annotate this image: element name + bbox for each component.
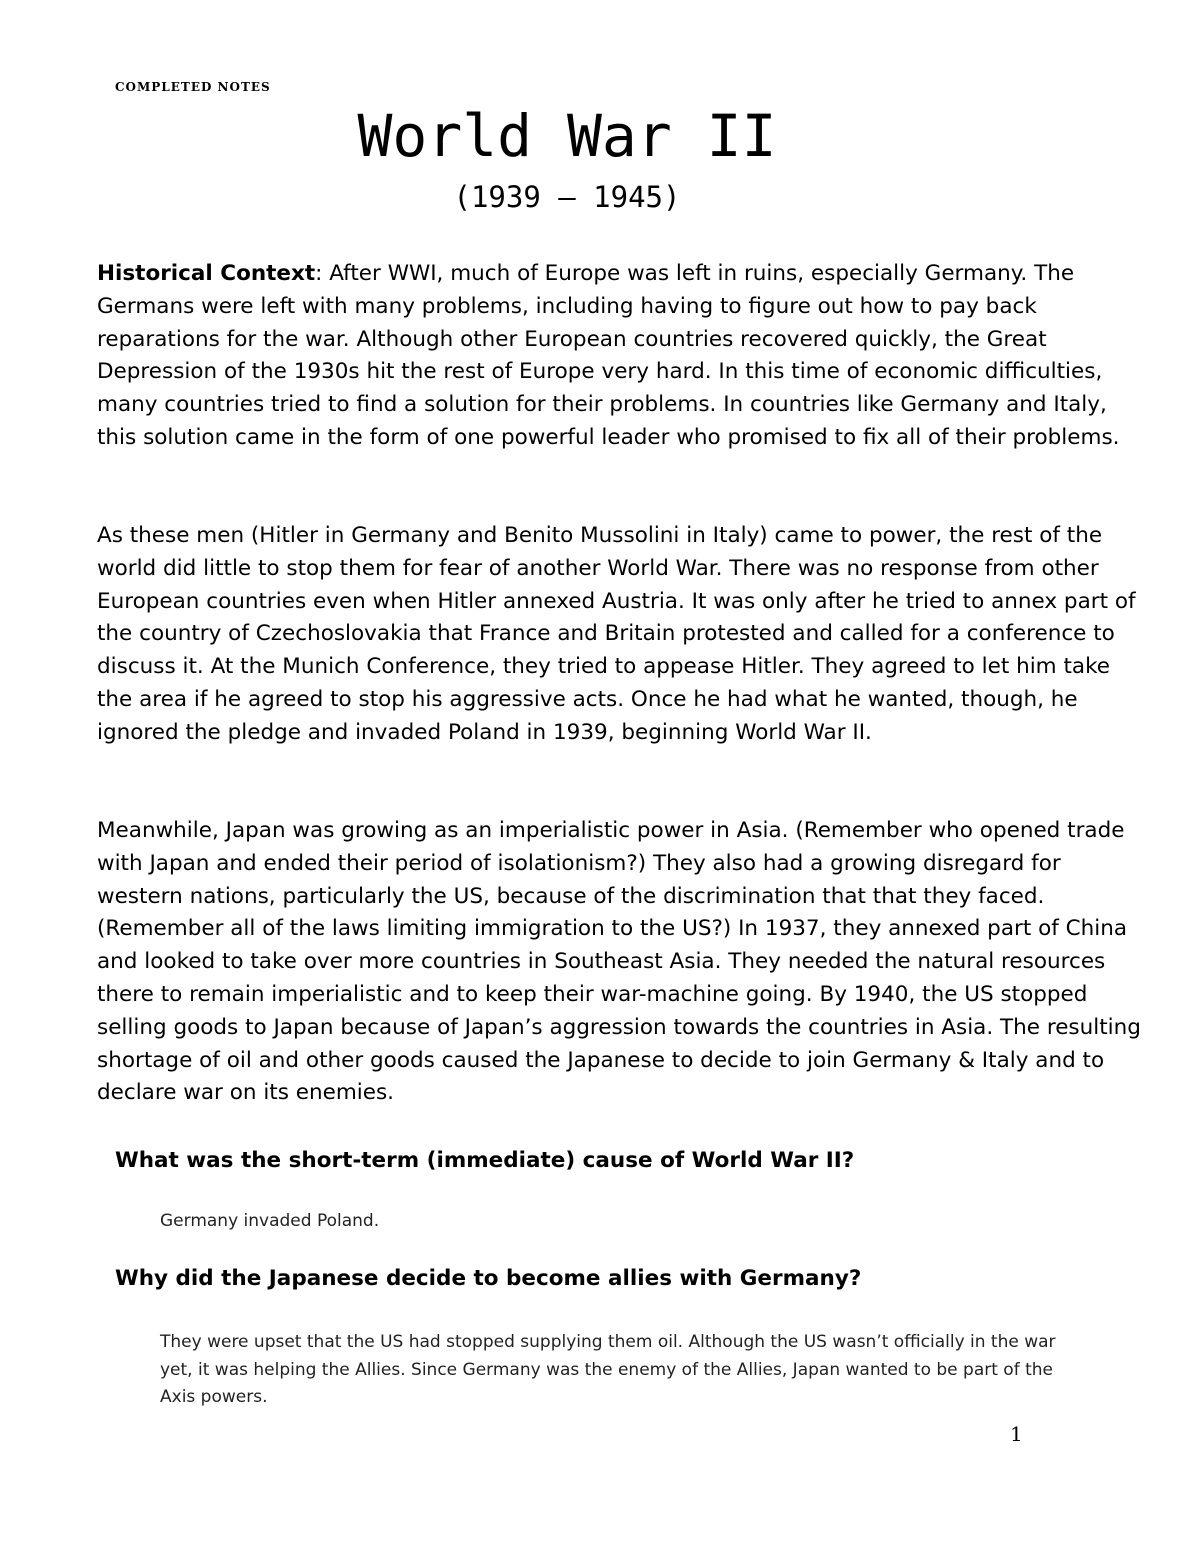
page-number: 1 <box>1010 1422 1023 1446</box>
answer-japan-allies: They were upset that the US had stopped supplying them oil. Although the US wasn’t officially in the war yet, it was helping the Allies. Since Germany was the enemy of the Allies, Japan wanted to be part of the Axis powers. <box>160 1332 1056 1407</box>
question-japan-allies: Why did the Japanese decide to become allies with Germany? <box>115 1266 862 1291</box>
historical-context-paragraph <box>97 258 1147 455</box>
japan-imperialism-paragraph: Meanwhile, Japan was growing as an imperialistic power in Asia. (Remember who opened trade with Japan and ended their period of isolationism?) They also had a growing disregard for western nations, particularly the US, because of the discrimination that that they faced. (Remember all of the laws limiting immigration to the US?) In 1937, they annexed part of China and looked to take over more countries in Southeast Asia. They needed the natural resources there to remain imperialistic and to keep their war-machine going. By 1940, the US stopped selling goods to Japan because of Japan’s aggression towards the countries in Asia. The resulting shortage of oil and other goods caused the Japanese to decide to join Germany & Italy and to declare war on its enemies. <box>97 818 1141 1106</box>
answer-short-term-cause: Germany invaded Poland. <box>160 1211 380 1231</box>
document-title: World War II <box>357 102 777 170</box>
historical-context-heading: Historical Context <box>97 261 316 286</box>
date-range: (1939 – 1945) <box>453 180 681 214</box>
completed-notes-label: COMPLETED NOTES <box>115 80 271 94</box>
question-short-term-cause: What was the short-term (immediate) cause of World War II? <box>115 1148 855 1173</box>
rise-of-dictators-paragraph: As these men (Hitler in Germany and Benito Mussolini in Italy) came to power, the rest of the world did little to stop them for fear of another World War. There was no response from other European countries even when Hitler annexed Austria. It was only after he tried to annex part of the country of Czechoslovakia that France and Britain protested and called for a conference to discuss it. At the Munich Conference, they tried to appease Hitler. They agreed to let him take the area if he agreed to stop his aggressive acts. Once he had what he wanted, though, he ignored the pledge and invaded Poland in 1939, beginning World War II. <box>97 523 1136 745</box>
historical-context-text: : After WWI, much of Europe was left in ruins, especially Germany. The Germans were left with many problems, including having to figure out how to pay back reparations for the war. Although other European countries recovered quickly, the Great Depression of the 1930s hit the rest of Europe very hard. In this time of economic difficulties, many countries tried to find a solution for their problems. In countries like Germany and Italy, this solution came in the form of one powerful leader who promised to fix all of their problems. <box>97 261 1120 450</box>
